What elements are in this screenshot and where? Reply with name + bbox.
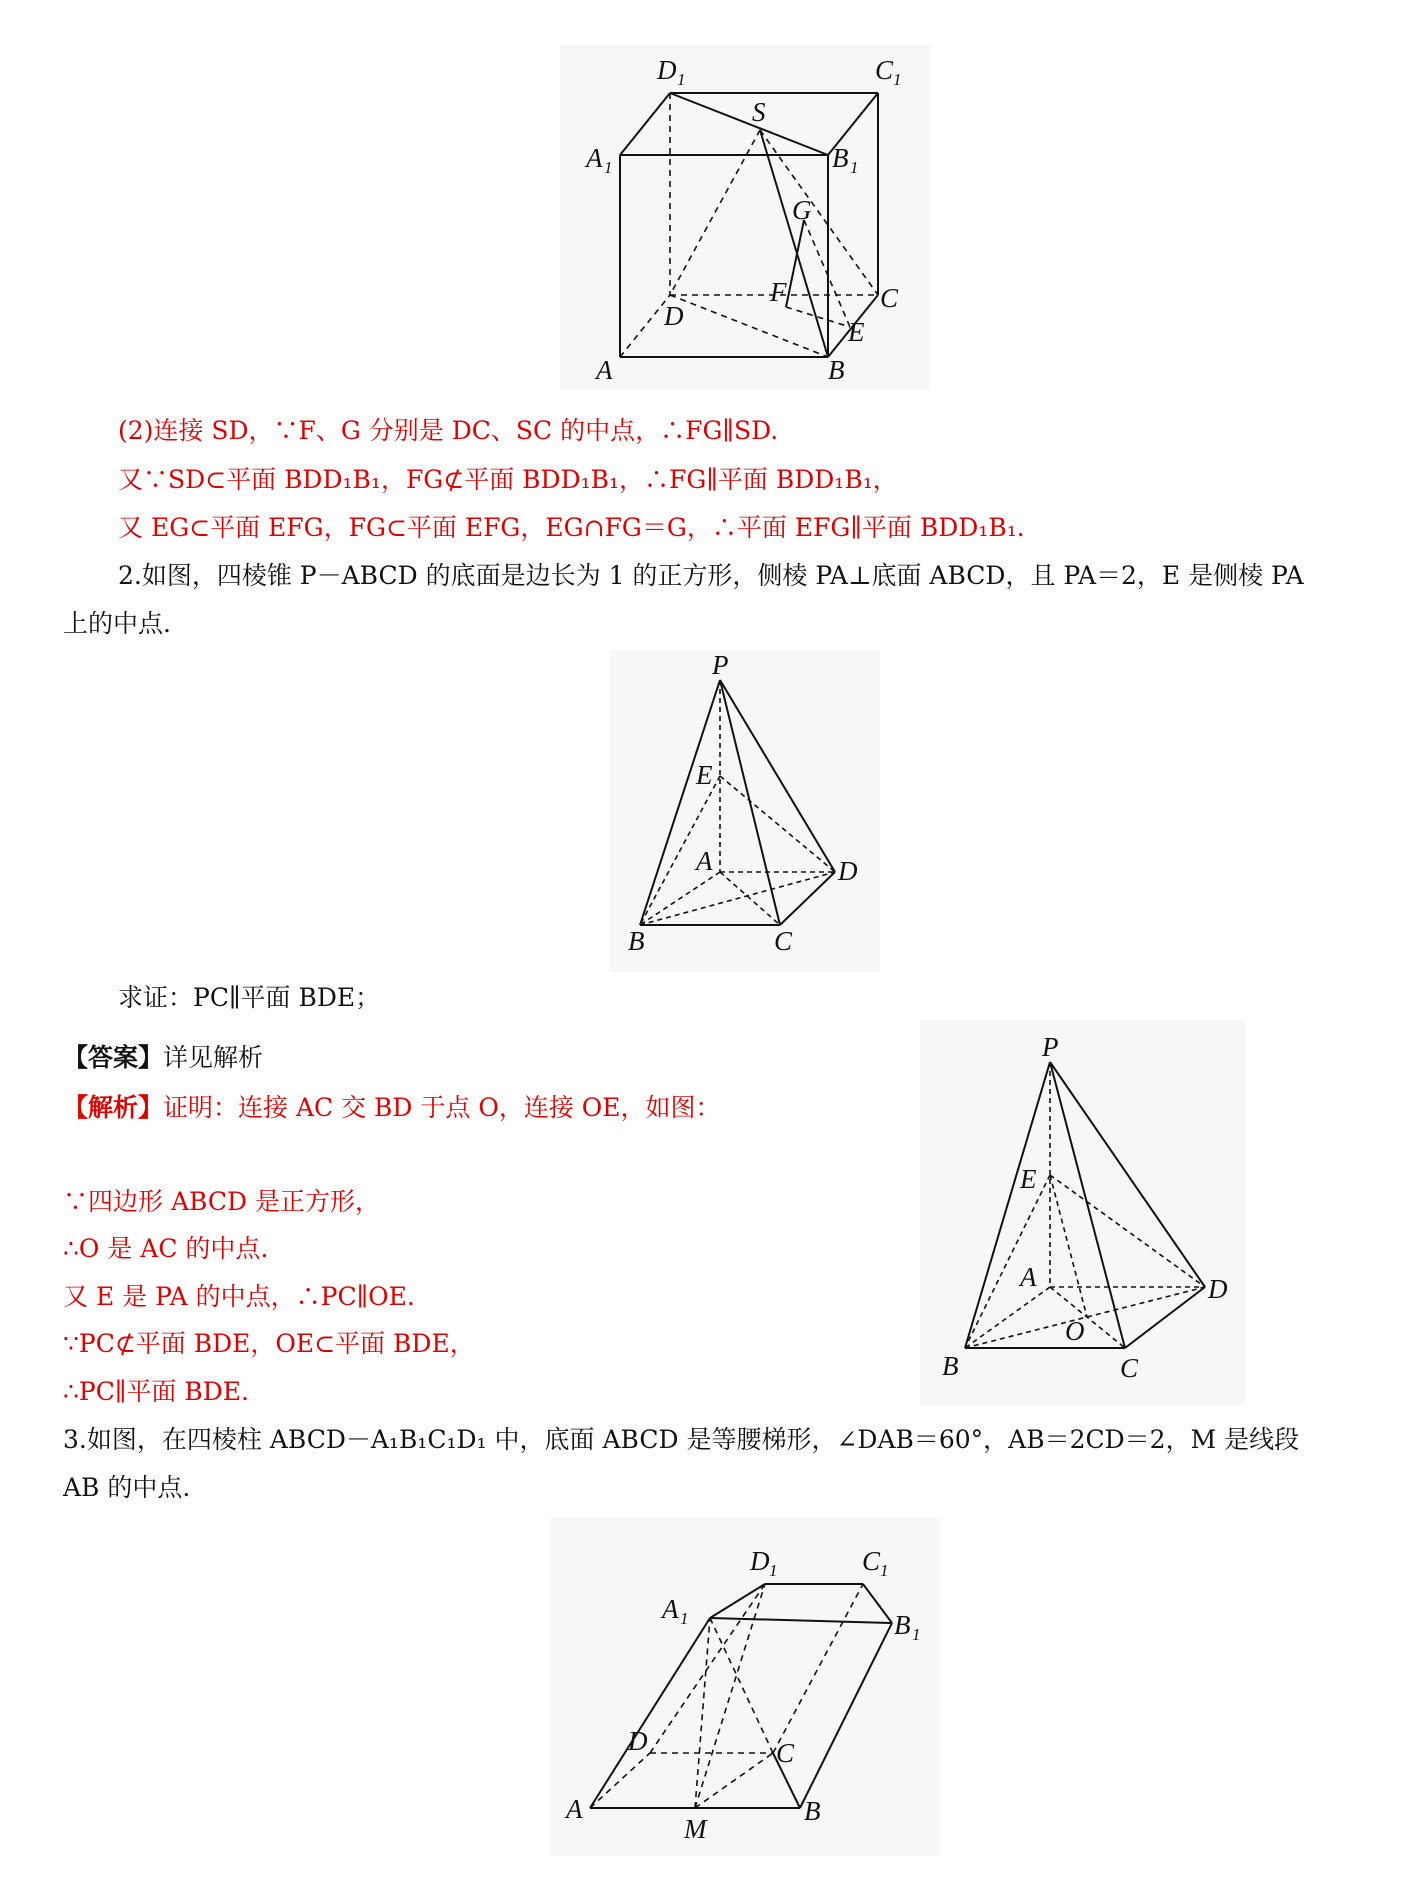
- label-C1: C: [862, 1546, 881, 1576]
- label-E: E: [848, 317, 865, 347]
- label-E: E: [1020, 1164, 1037, 1194]
- label-C1-sub: 1: [893, 70, 902, 89]
- label-A: A: [1020, 1262, 1037, 1292]
- analysis-step-4: ∵PC⊄平面 BDE，OE⊂平面 BDE，: [63, 1329, 475, 1358]
- label-O: O: [1065, 1316, 1085, 1346]
- label-E: E: [696, 760, 713, 790]
- answer-line: [63, 1042, 263, 1074]
- figure-prism: [550, 1518, 940, 1856]
- label-D1-sub: 1: [677, 70, 686, 89]
- analysis-step-1: ∵四边形 ABCD 是正方形，: [63, 1187, 380, 1216]
- proof-line-1: (2)连接 SD，∵F、G 分别是 DC、SC 的中点，∴FG∥SD.: [118, 416, 779, 445]
- label-C: C: [774, 926, 793, 956]
- label-C1: C: [875, 55, 894, 85]
- label-C: C: [776, 1738, 795, 1768]
- label-D1-sub: 1: [769, 1561, 778, 1580]
- analysis-text: 证明：连接 AC 交 BD 于点 O，连接 OE，如图：: [163, 1093, 721, 1122]
- label-D1: D: [657, 55, 677, 85]
- label-B: B: [828, 355, 845, 385]
- label-A: A: [566, 1794, 583, 1824]
- label-F: F: [770, 277, 787, 307]
- label-B1-sub: 1: [850, 158, 859, 177]
- proof-line-3: 又 EG⊂平面 EFG，FG⊂平面 EFG，EG∩FG＝G，∴平面 EFG∥平面 BDD₁B₁.: [118, 513, 1025, 542]
- label-A: A: [596, 355, 613, 385]
- figure-cube-svg: [560, 45, 930, 390]
- label-A1-sub: 1: [604, 158, 613, 177]
- label-D1: D: [750, 1546, 770, 1576]
- label-A1: A: [586, 143, 603, 173]
- analysis-step-3: 又 E 是 PA 的中点，∴PC∥OE.: [63, 1282, 415, 1311]
- problem3-stem-line2: AB 的中点.: [63, 1473, 191, 1502]
- label-B1: B: [832, 143, 849, 173]
- label-M: M: [684, 1814, 707, 1844]
- proof-line-2: 又∵SD⊂平面 BDD₁B₁，FG⊄平面 BDD₁B₁，∴FG∥平面 BDD₁B₁，: [118, 465, 898, 494]
- label-G: G: [792, 195, 812, 225]
- problem2-stem-line1: 2.如图，四棱锥 P－ABCD 的底面是边长为 1 的正方形，侧棱 PA⊥底面 ABCD，且 PA＝2，E 是侧棱 PA: [118, 561, 1304, 590]
- figure-cube: [560, 45, 930, 390]
- label-P: P: [1042, 1032, 1059, 1062]
- label-C: C: [1120, 1353, 1139, 1383]
- label-S: S: [752, 97, 766, 127]
- analysis-line: [63, 1092, 721, 1124]
- label-C1-sub: 1: [880, 1561, 889, 1580]
- label-A1: A: [662, 1594, 679, 1624]
- figure-pyramid-O: [920, 1020, 1245, 1405]
- label-B: B: [942, 1351, 959, 1381]
- analysis-tag: 【解析】: [63, 1093, 164, 1122]
- label-A1-sub: 1: [680, 1609, 689, 1628]
- analysis-step-5: ∴PC∥平面 BDE.: [63, 1377, 249, 1406]
- figure-prism-svg: [550, 1518, 940, 1856]
- analysis-step-2: ∴O 是 AC 的中点.: [63, 1234, 269, 1263]
- label-D: D: [664, 301, 684, 331]
- problem3-stem-line1: 3.如图，在四棱柱 ABCD－A₁B₁C₁D₁ 中，底面 ABCD 是等腰梯形，∠DAB＝60°，AB＝2CD＝2，M 是线段: [63, 1425, 1300, 1454]
- problem2-stem-line2: 上的中点.: [63, 609, 171, 638]
- answer-text: 详见解析: [163, 1043, 264, 1072]
- label-P: P: [712, 650, 729, 680]
- label-D: D: [838, 856, 858, 886]
- label-B: B: [804, 1796, 821, 1826]
- label-C: C: [880, 283, 899, 313]
- label-B1-sub: 1: [912, 1625, 921, 1644]
- label-D: D: [1208, 1274, 1228, 1304]
- figure-pyramid: [610, 650, 880, 972]
- problem2-prove: 求证：PC∥平面 BDE；: [118, 983, 381, 1012]
- label-B1: B: [894, 1610, 911, 1640]
- answer-tag: 【答案】: [63, 1043, 164, 1072]
- label-D: D: [628, 1726, 648, 1756]
- figure-pyramid-O-svg: [920, 1020, 1245, 1405]
- label-A: A: [696, 846, 713, 876]
- label-B: B: [628, 926, 645, 956]
- figure-pyramid-svg: [610, 650, 880, 972]
